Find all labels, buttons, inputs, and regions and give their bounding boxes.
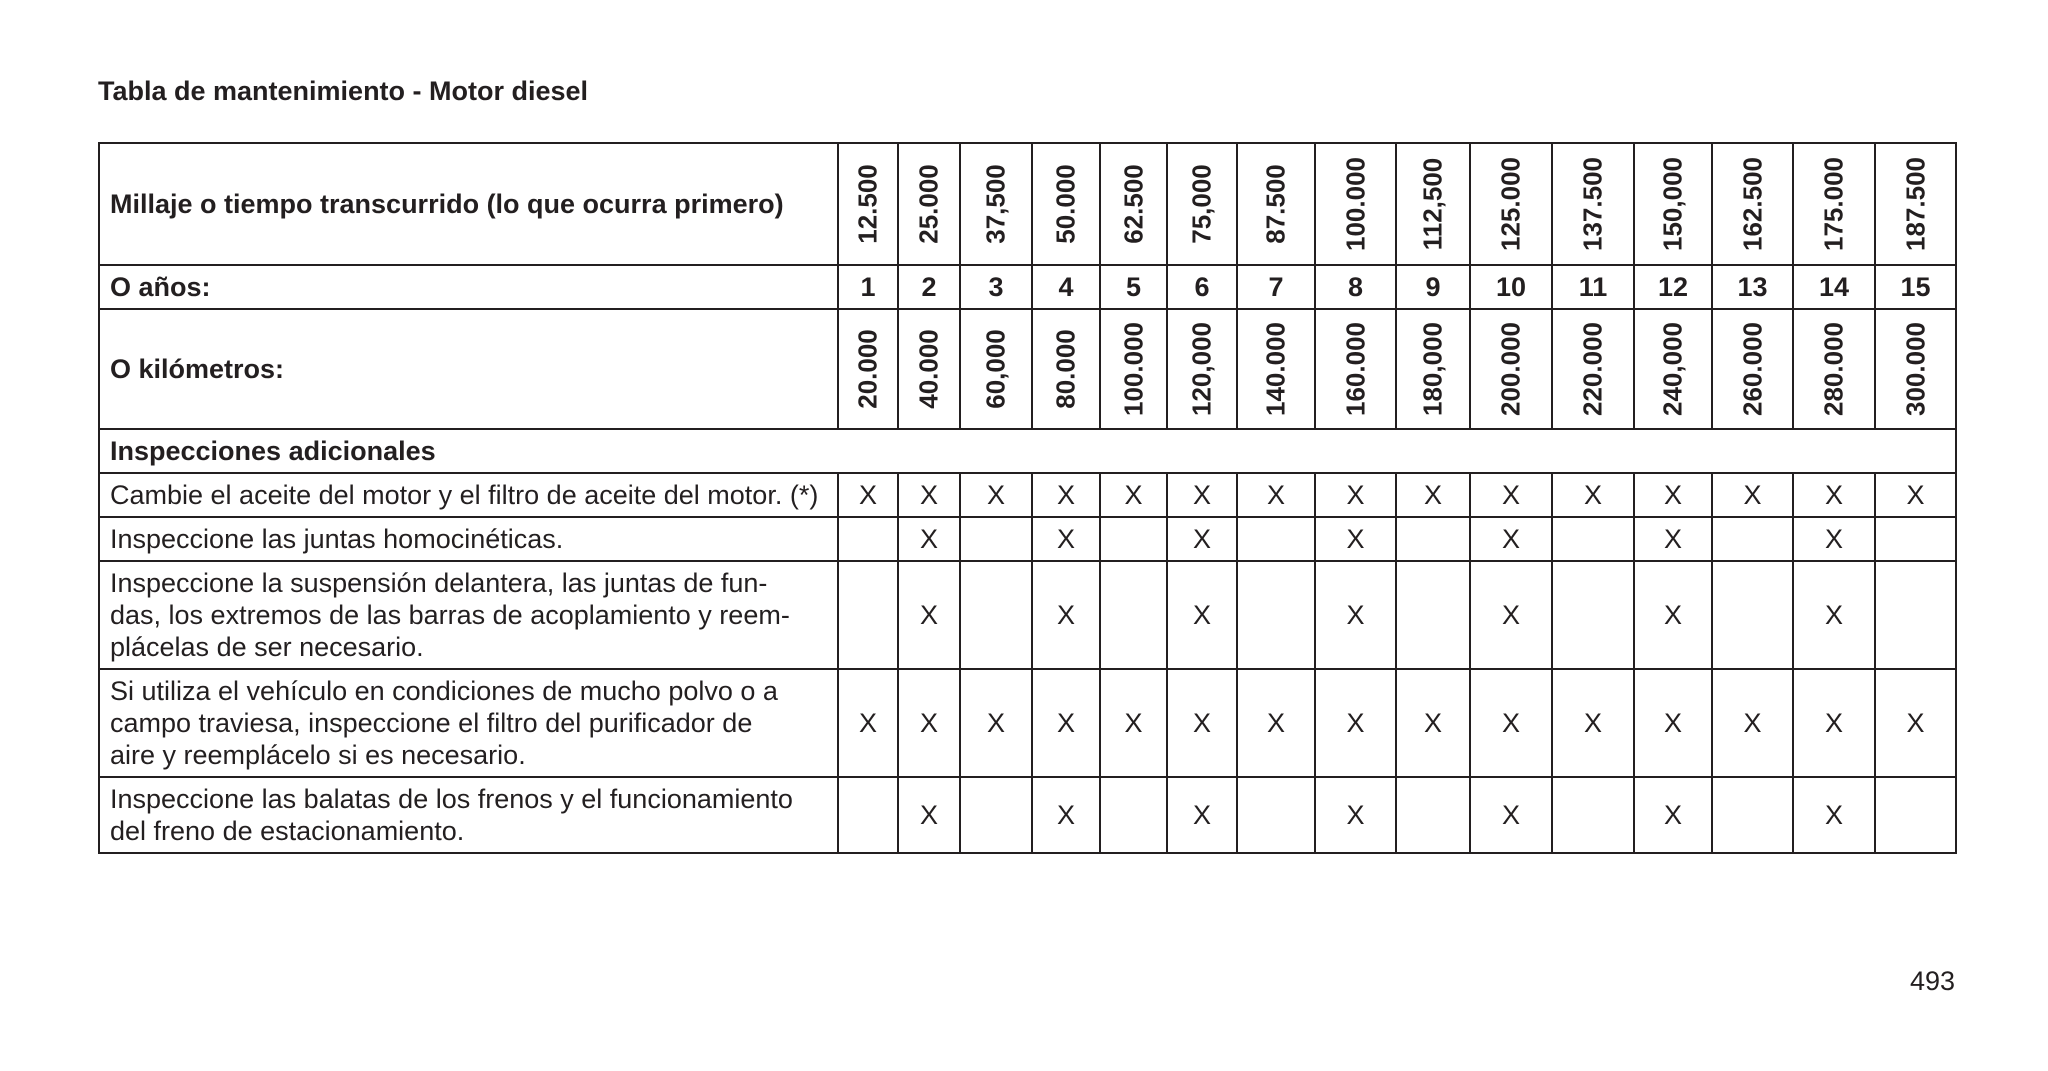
year-value: 3	[960, 265, 1032, 309]
task-label	[99, 517, 838, 561]
task-mark: X	[1032, 517, 1100, 561]
kilometer-value	[838, 309, 898, 429]
task-mark: X	[1237, 473, 1315, 517]
year-value: 8	[1315, 265, 1396, 309]
kilometers-row	[99, 309, 1956, 429]
kilometer-value-text: 240,000	[1657, 322, 1688, 416]
mileage-value-text: 87.500	[1260, 164, 1291, 244]
task-mark: X	[1793, 517, 1875, 561]
mileage-value	[1470, 143, 1552, 265]
mileage-value	[1634, 143, 1712, 265]
task-mark: X	[1712, 669, 1793, 777]
kilometer-value-text: 300.000	[1900, 322, 1930, 416]
task-mark: X	[1470, 473, 1552, 517]
task-mark: X	[1634, 777, 1712, 853]
task-mark	[1237, 777, 1315, 853]
task-mark: X	[1552, 669, 1634, 777]
year-value: 4	[1032, 265, 1100, 309]
task-mark: X	[1315, 777, 1396, 853]
task-mark	[1875, 517, 1956, 561]
kilometer-value	[1470, 309, 1552, 429]
mileage-value	[1237, 143, 1315, 265]
task-mark	[838, 561, 898, 669]
task-mark: X	[1793, 561, 1875, 669]
task-mark: X	[1167, 517, 1237, 561]
mileage-row	[99, 143, 1956, 265]
task-mark: X	[1167, 777, 1237, 853]
year-value: 14	[1793, 265, 1875, 309]
task-mark	[1237, 561, 1315, 669]
task-mark: X	[898, 777, 960, 853]
year-value: 1	[838, 265, 898, 309]
mileage-value-text: 187.500	[1900, 157, 1930, 251]
kilometer-value	[1875, 309, 1956, 429]
task-label-line: Inspeccione las juntas homocinéticas.	[110, 524, 564, 554]
task-row	[99, 669, 1956, 777]
task-mark: X	[898, 517, 960, 561]
task-mark: X	[1470, 777, 1552, 853]
mileage-value	[1875, 143, 1956, 265]
task-mark	[1100, 777, 1167, 853]
mileage-value	[1793, 143, 1875, 265]
task-mark: X	[1875, 669, 1956, 777]
years-label: O años:	[99, 265, 838, 309]
task-mark: X	[1634, 517, 1712, 561]
kilometer-value	[960, 309, 1032, 429]
mileage-value-text: 75,000	[1186, 164, 1217, 244]
kilometer-value-text: 280.000	[1818, 322, 1849, 416]
task-label-line: plácelas de ser necesario.	[110, 632, 424, 662]
task-mark: X	[1315, 669, 1396, 777]
maintenance-table	[98, 142, 1957, 854]
kilometer-value	[898, 309, 960, 429]
kilometer-value-text: 60,000	[980, 329, 1011, 409]
mileage-value-text: 175.000	[1818, 157, 1849, 251]
task-mark: X	[1552, 473, 1634, 517]
task-mark: X	[898, 669, 960, 777]
task-mark: X	[1315, 517, 1396, 561]
task-mark: X	[1167, 473, 1237, 517]
task-label	[99, 777, 838, 853]
task-mark	[1100, 517, 1167, 561]
task-mark: X	[1167, 561, 1237, 669]
task-mark	[1396, 561, 1470, 669]
task-mark	[1552, 561, 1634, 669]
task-label-line: aire y reemplácelo si es necesario.	[110, 740, 526, 770]
kilometer-value	[1100, 309, 1167, 429]
year-value: 15	[1875, 265, 1956, 309]
task-mark: X	[1396, 669, 1470, 777]
year-value: 11	[1552, 265, 1634, 309]
task-mark	[1875, 561, 1956, 669]
mileage-label: Millaje o tiempo transcurrido (lo que ocurra primero)	[99, 143, 838, 265]
task-mark: X	[1470, 517, 1552, 561]
task-label	[99, 473, 838, 517]
task-mark	[1237, 517, 1315, 561]
task-mark	[1712, 517, 1793, 561]
task-mark: X	[960, 473, 1032, 517]
mileage-value	[1032, 143, 1100, 265]
mileage-value	[1315, 143, 1396, 265]
kilometer-value-text: 220.000	[1577, 322, 1608, 416]
mileage-value	[1100, 143, 1167, 265]
task-mark: X	[1315, 561, 1396, 669]
task-mark	[838, 517, 898, 561]
mileage-value-text: 150,000	[1657, 157, 1688, 251]
kilometer-value-text: 180,000	[1417, 322, 1448, 416]
kilometer-value-text: 260.000	[1737, 322, 1767, 416]
task-label-line: Si utiliza el vehículo en condiciones de mucho polvo o a	[110, 676, 778, 706]
section-row	[99, 429, 1956, 473]
task-mark: X	[1167, 669, 1237, 777]
mileage-value-text: 162.500	[1737, 157, 1767, 251]
mileage-value-text: 125.000	[1495, 157, 1526, 251]
kilometer-value-text: 200.000	[1495, 322, 1526, 416]
kilometer-value	[1396, 309, 1470, 429]
task-row	[99, 473, 1956, 517]
task-mark	[1396, 777, 1470, 853]
year-value: 13	[1712, 265, 1793, 309]
mileage-value	[1552, 143, 1634, 265]
task-row	[99, 561, 1956, 669]
task-mark	[1875, 777, 1956, 853]
year-value: 2	[898, 265, 960, 309]
task-mark: X	[1793, 473, 1875, 517]
kilometer-value-text: 20.000	[852, 329, 883, 409]
mileage-value-text: 137.500	[1577, 157, 1608, 251]
kilometer-value	[1712, 309, 1793, 429]
task-mark	[1100, 561, 1167, 669]
year-value: 5	[1100, 265, 1167, 309]
task-label-line: das, los extremos de las barras de acoplamiento y reem-	[110, 600, 790, 630]
task-mark: X	[838, 473, 898, 517]
task-mark: X	[1100, 473, 1167, 517]
kilometer-value-text: 100.000	[1118, 322, 1148, 416]
task-row	[99, 517, 1956, 561]
page-title: Tabla de mantenimiento - Motor diesel	[98, 76, 589, 106]
task-mark	[1712, 561, 1793, 669]
task-mark: X	[1470, 561, 1552, 669]
task-mark: X	[1634, 669, 1712, 777]
task-mark	[960, 517, 1032, 561]
task-label-line: campo traviesa, inspeccione el filtro del purificador de	[110, 708, 753, 738]
mileage-value-text: 100.000	[1340, 157, 1370, 251]
year-value: 12	[1634, 265, 1712, 309]
task-mark: X	[1712, 473, 1793, 517]
task-mark: X	[898, 561, 960, 669]
task-mark: X	[1793, 777, 1875, 853]
page-number: 493	[1909, 966, 1955, 996]
mileage-value	[960, 143, 1032, 265]
task-mark: X	[1634, 473, 1712, 517]
kilometer-value	[1167, 309, 1237, 429]
task-mark: X	[1315, 473, 1396, 517]
task-label	[99, 561, 838, 669]
kilometer-value-text: 160.000	[1340, 322, 1370, 416]
kilometer-value-text: 120,000	[1186, 322, 1217, 416]
mileage-value-text: 37,500	[980, 164, 1011, 244]
task-label	[99, 669, 838, 777]
task-mark: X	[1875, 473, 1956, 517]
mileage-value	[838, 143, 898, 265]
task-mark: X	[1032, 777, 1100, 853]
kilometer-value-text: 80.000	[1050, 329, 1081, 409]
mileage-value	[1396, 143, 1470, 265]
task-mark: X	[960, 669, 1032, 777]
year-value: 7	[1237, 265, 1315, 309]
task-mark	[960, 561, 1032, 669]
kilometer-value	[1634, 309, 1712, 429]
kilometer-value	[1032, 309, 1100, 429]
task-label-line: Cambie el aceite del motor y el filtro de aceite del motor. (*)	[110, 480, 819, 510]
kilometer-value	[1237, 309, 1315, 429]
mileage-value-text: 12.500	[852, 164, 883, 244]
kilometer-value-text: 140.000	[1260, 322, 1291, 416]
task-label-line: Inspeccione las balatas de los frenos y el funcionamiento	[110, 784, 793, 814]
task-mark: X	[1470, 669, 1552, 777]
task-label-line: del freno de estacionamiento.	[110, 816, 465, 846]
mileage-value	[898, 143, 960, 265]
kilometer-value-text: 40.000	[913, 329, 944, 409]
task-mark: X	[1032, 561, 1100, 669]
mileage-value-text: 25.000	[913, 164, 944, 244]
kilometer-value	[1552, 309, 1634, 429]
maintenance-table-body	[99, 143, 1956, 853]
year-value: 10	[1470, 265, 1552, 309]
mileage-value	[1167, 143, 1237, 265]
kilometer-value	[1315, 309, 1396, 429]
task-mark: X	[1634, 561, 1712, 669]
mileage-value-text: 50.000	[1050, 164, 1081, 244]
kilometers-label: O kilómetros:	[99, 309, 838, 429]
year-value: 6	[1167, 265, 1237, 309]
task-mark: X	[1100, 669, 1167, 777]
task-mark	[1712, 777, 1793, 853]
task-mark	[960, 777, 1032, 853]
mileage-value-text: 62.500	[1118, 164, 1148, 244]
task-label-line: Inspeccione la suspensión delantera, las juntas de fun-	[110, 568, 768, 598]
mileage-value	[1712, 143, 1793, 265]
task-mark	[838, 777, 898, 853]
section-label: Inspecciones adicionales	[99, 429, 1956, 473]
years-row	[99, 265, 1956, 309]
task-mark: X	[1793, 669, 1875, 777]
task-mark: X	[1237, 669, 1315, 777]
task-mark	[1552, 517, 1634, 561]
task-mark	[1396, 517, 1470, 561]
task-mark	[1552, 777, 1634, 853]
year-value: 9	[1396, 265, 1470, 309]
task-mark: X	[1032, 669, 1100, 777]
task-row	[99, 777, 1956, 853]
task-mark: X	[838, 669, 898, 777]
task-mark: X	[1396, 473, 1470, 517]
kilometer-value	[1793, 309, 1875, 429]
task-mark: X	[898, 473, 960, 517]
mileage-value-text: 112,500	[1417, 157, 1448, 251]
task-mark: X	[1032, 473, 1100, 517]
